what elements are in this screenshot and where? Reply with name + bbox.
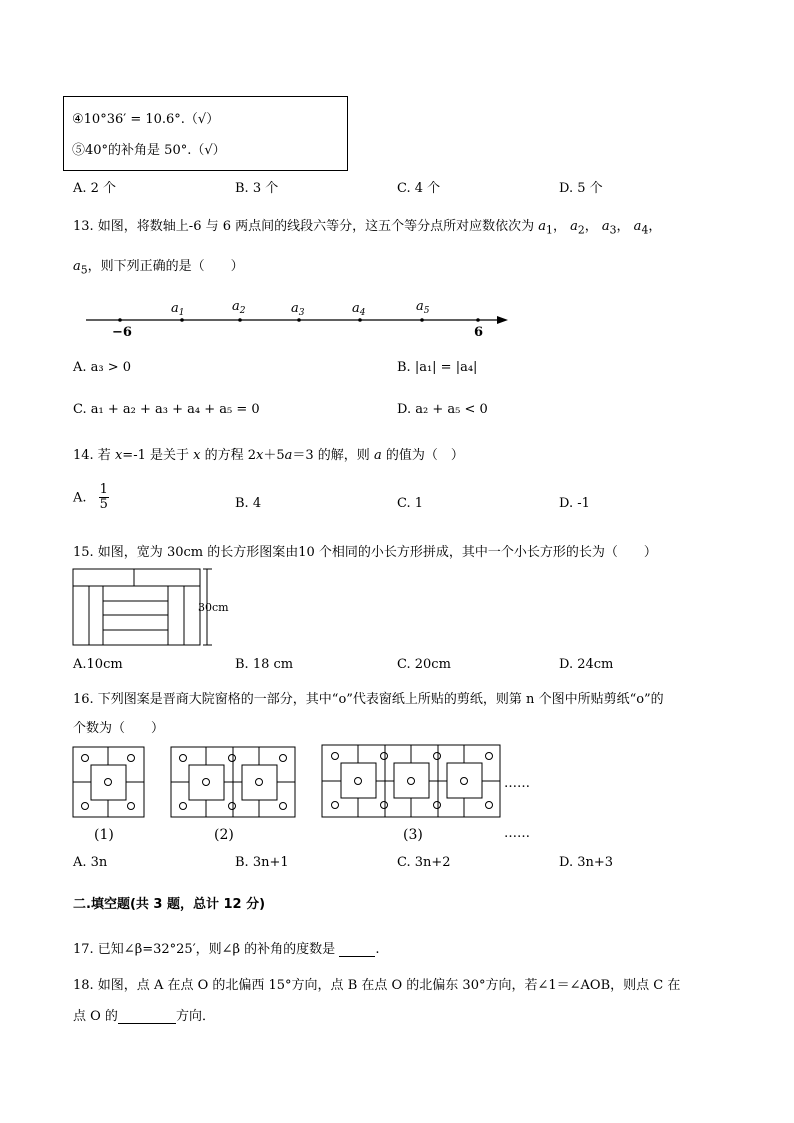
q14-option-b[interactable]: B. 4 [235, 496, 262, 511]
figure-caption-3: (3) [403, 827, 423, 843]
q15-option-b[interactable]: B. 18 cm [235, 657, 294, 672]
axis-point-a5: $a_5$ [416, 299, 430, 316]
figure-ellipsis-top: …… [504, 776, 530, 791]
q14-option-d[interactable]: D. -1 [559, 496, 590, 511]
q17-question: 17. 已知∠β=32°25′，则∠β 的补角的度数是 . [73, 942, 380, 957]
q13-option-c[interactable]: C. a₁ + a₂ + a₃ + a₄ + a₅ = 0 [73, 402, 260, 417]
figure-caption-1: (1) [94, 827, 114, 843]
figure-caption-2: (2) [214, 827, 234, 843]
axis-point-a2: $a_2$ [232, 299, 246, 316]
q13-question-line2: $a_5$，则下列正确的是（ ） [73, 259, 244, 277]
axis-point-a1: $a_1$ [171, 301, 185, 318]
q15-option-d[interactable]: D. 24cm [559, 657, 614, 672]
q13-option-a[interactable]: A. a₃ > 0 [73, 360, 132, 375]
q15-option-c[interactable]: C. 20cm [397, 657, 451, 672]
q14-question: 14. 若 x=-1 是关于 x 的方程 2x＋5a＝3 的解，则 a 的值为（ ） [73, 448, 464, 463]
q13-option-d[interactable]: D. a₂ + a₅ < 0 [397, 402, 488, 417]
axis-point-a3: $a_3$ [291, 301, 305, 318]
q16-question-line2: 个数为（ ） [73, 721, 165, 736]
dimension-label: 30cm [198, 601, 229, 614]
q14-option-c[interactable]: C. 1 [397, 496, 424, 511]
q17-answer-blank[interactable] [339, 956, 375, 957]
axis-label-6: 6 [474, 325, 484, 340]
q14-option-a[interactable]: A. $\frac{1}{5}$ [73, 482, 108, 513]
q15-option-a[interactable]: A.10cm [73, 657, 123, 672]
q12-option-b[interactable]: B. 3 个 [235, 181, 279, 196]
q16-option-b[interactable]: B. 3n+1 [235, 855, 289, 870]
section-title: 二.填空题(共 3 题，总计 12 分) [73, 897, 266, 912]
q12-option-a[interactable]: A. 2 个 [73, 181, 117, 196]
q16-option-a[interactable]: A. 3n [73, 855, 108, 870]
q16-option-c[interactable]: C. 3n+2 [397, 855, 451, 870]
q12-option-d[interactable]: D. 5 个 [559, 181, 603, 196]
q16-option-d[interactable]: D. 3n+3 [559, 855, 614, 870]
figure-ellipsis-bottom: …… [504, 826, 530, 841]
q16-question: 16. 下列图案是晋商大院窗格的一部分，其中“o”代表窗纸上所贴的剪纸，则第 n 个图中所贴剪纸“o”的 [73, 692, 664, 707]
q18-question: 18. 如图，点 A 在点 O 的北偏西 15°方向，点 B 在点 O 的北偏东 30°方向，若∠1＝∠AOB，则点 C 在 [73, 978, 681, 993]
q18-question-line2: 点 O 的 方向． [73, 1009, 215, 1024]
q13-question: 13. 如图，将数轴上-6 与 6 两点间的线段六等分，这五个等分点所对应数依次为 $a_1$， $a_2$， $a_3$， $a_4$， [73, 219, 662, 237]
q18-answer-blank[interactable] [118, 1023, 176, 1024]
axis-label-neg6: −6 [112, 325, 132, 340]
axis-point-a4: $a_4$ [352, 301, 366, 318]
q12-option-c[interactable]: C. 4 个 [397, 181, 441, 196]
q15-question: 15. 如图，宽为 30cm 的长方形图案由10 个相同的小长方形拼成，其中一个小长方形的长为（ ） [73, 545, 657, 560]
statement-5: ⑤40°的补角是 50°.（√） [72, 143, 226, 158]
statement-4: ④10°36′ = 10.6°.（√） [72, 112, 220, 127]
q13-option-b[interactable]: B. |a₁| = |a₄| [397, 360, 478, 375]
